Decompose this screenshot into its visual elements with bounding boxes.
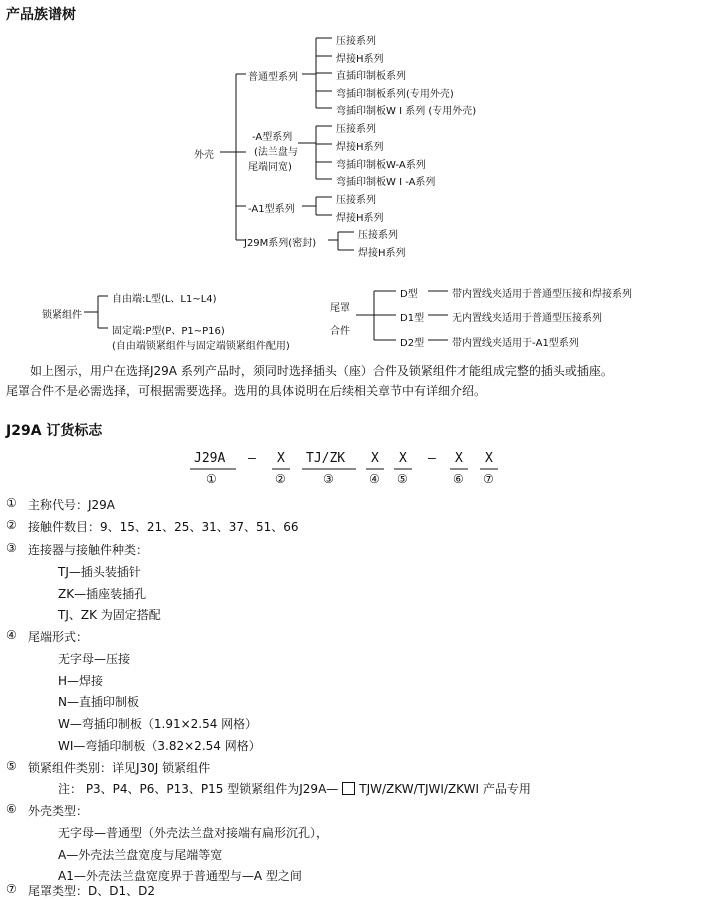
tree-leaf: 弯插印制板系列(专用外壳) — [336, 89, 454, 100]
lock-free: 自由端:L型(L、L1~L4) — [112, 294, 217, 305]
tail-root: 合件 — [330, 326, 350, 337]
item-text: 尾端形式： — [28, 630, 89, 644]
paragraph: 如上图示，用户在选择J29A 系列产品时，须同时选择插头（座）合件及锁紧组件才能组成完整的插头或插座。 — [30, 364, 613, 378]
code-mark: ② — [275, 472, 286, 486]
item-number: ① — [6, 496, 17, 510]
note-text: 注： P3、P4、P6、P13、P15 型锁紧组件为J29A— — [58, 782, 339, 796]
tree-leaf: 焊接H系列 — [336, 54, 384, 65]
item-number: ⑤ — [6, 759, 17, 773]
code-mark: ① — [206, 472, 217, 486]
item-sub: WI—弯插印制板（3.82×2.54 网格） — [58, 739, 261, 753]
item-number: ⑦ — [6, 882, 17, 896]
code-part: X — [371, 451, 379, 466]
code-part: – — [248, 451, 256, 466]
tree-group-label: 普通型系列 — [248, 72, 298, 83]
lock-fixed: 固定端:P型(P、P1~P16) — [112, 326, 225, 337]
lock-note: (自由端锁紧组件与固定端锁紧组件配用) — [112, 341, 290, 352]
item-note — [58, 780, 531, 797]
code-part: X — [277, 451, 285, 466]
item-sub: 无字母—压接 — [58, 652, 131, 666]
item-number: ② — [6, 518, 17, 532]
tree-leaf: 压接系列 — [358, 230, 398, 241]
tree-leaf: 弯插印制板W-A系列 — [336, 160, 426, 171]
tree-group-label: -A1型系列 — [248, 204, 295, 215]
code-mark: ⑥ — [453, 472, 464, 486]
item-sub: W—弯插印制板（1.91×2.54 网格） — [58, 717, 258, 731]
note-text: TJW/ZKW/TJWI/ZKWI 产品专用 — [359, 782, 531, 796]
item-sub: 无字母—普通型（外壳法兰盘对接端有扁形沉孔）， — [58, 826, 329, 840]
tail-root: 尾罩 — [330, 303, 350, 314]
item-sub: TJ—插头装插针 — [58, 565, 141, 579]
item-number: ③ — [6, 541, 17, 555]
tail-code: D2型 — [400, 338, 425, 349]
code-part: X — [485, 451, 493, 466]
tree-root: 外壳 — [194, 150, 214, 161]
tree-leaf: 焊接H系列 — [336, 213, 384, 224]
tree-leaf: 弯插印制板W I -A系列 — [336, 177, 436, 188]
tree-group-label: J29M系列(密封) — [244, 238, 317, 249]
item-sub: H—焊接 — [58, 674, 104, 688]
code-part: J29A — [194, 451, 226, 466]
tree-group-label: -A型系列 — [252, 132, 293, 143]
item-number: ④ — [6, 628, 17, 642]
placeholder-box-icon — [342, 782, 355, 795]
code-part: TJ/ZK — [306, 451, 346, 466]
code-mark: ④ — [369, 472, 380, 486]
tree-leaf: 焊接H系列 — [336, 142, 384, 153]
tree-leaf: 压接系列 — [336, 195, 376, 206]
code-part: X — [455, 451, 463, 466]
tail-desc: 无内置线夹适用于普通型压接系列 — [452, 313, 602, 324]
code-mark: ⑦ — [483, 472, 494, 486]
item-sub: N—直插印制板 — [58, 695, 139, 709]
paragraph: 尾罩合件不是必需选择，可根据需要选择。选用的具体说明在后续相关章节中有详细介绍。 — [6, 384, 487, 398]
code-part: X — [399, 451, 407, 466]
tree-leaf: 压接系列 — [336, 124, 376, 135]
item-text: 锁紧组件类别：详见J30J 锁紧组件 — [28, 761, 211, 775]
section-title: J29A 订货标志 — [6, 423, 103, 439]
tail-code: D型 — [400, 289, 418, 300]
item-text: 主称代号：J29A — [28, 498, 116, 512]
lock-root: 锁紧组件 — [42, 310, 82, 321]
tail-desc: 带内置线夹适用于普通型压接和焊接系列 — [452, 289, 632, 300]
item-text: 连接器与接触件种类： — [28, 543, 149, 557]
item-text: 尾罩类型：D、D1、D2 — [28, 884, 155, 898]
tree-leaf: 弯插印制板W I 系列 (专用外壳) — [336, 106, 477, 117]
tree-leaf: 压接系列 — [336, 36, 376, 47]
item-sub: A1—外壳法兰盘宽度界于普通型与—A 型之间 — [58, 869, 302, 883]
item-text: 接触件数目：9、15、21、25、31、37、51、66 — [28, 520, 299, 534]
tree-group-label: (法兰盘与 — [254, 147, 298, 158]
item-sub: ZK—插座装插孔 — [58, 587, 147, 601]
tree-group-label: 尾端同宽) — [248, 162, 292, 173]
item-text: 外壳类型： — [28, 804, 89, 818]
tree-leaf: 直插印制板系列 — [336, 71, 406, 82]
item-sub: TJ、ZK 为固定搭配 — [58, 608, 161, 622]
page-title: 产品族谱树 — [6, 7, 76, 23]
code-mark: ③ — [323, 472, 334, 486]
code-part: – — [428, 451, 436, 466]
item-number: ⑥ — [6, 802, 17, 816]
tail-code: D1型 — [400, 313, 425, 324]
item-sub: A—外壳法兰盘宽度与尾端等宽 — [58, 848, 223, 862]
code-mark: ⑤ — [397, 472, 408, 486]
tree-leaf: 焊接H系列 — [358, 248, 406, 259]
tail-desc: 带内置线夹适用于-A1型系列 — [452, 338, 579, 349]
